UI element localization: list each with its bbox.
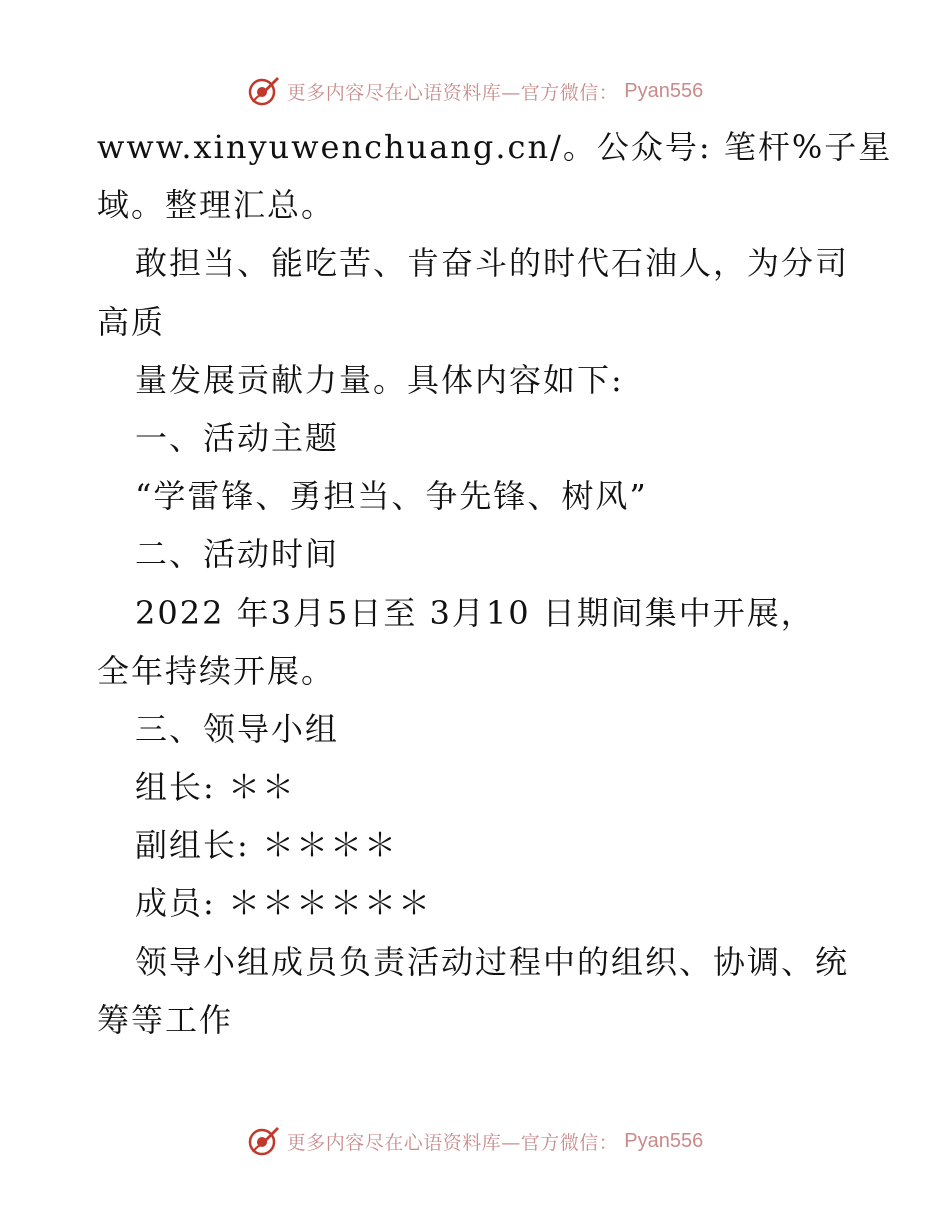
body-line-2: 域。整理汇总。	[97, 186, 336, 225]
body-line-4: 高质	[97, 302, 166, 341]
leader-line: 组长: ＊＊	[135, 768, 296, 807]
activity-theme-text: “学雷锋、勇担当、争先锋、树风”	[135, 477, 648, 516]
body-line-5: 量发展贡献力量。具体内容如下:	[135, 360, 624, 399]
members-line: 成员: ＊＊＊＊＊＊	[135, 884, 432, 923]
activity-time-text: 2022 年3月5日至 3月10 日期间集中开展，	[135, 593, 815, 632]
header-banner	[0, 71, 950, 111]
deputy-leader-line: 副组长: ＊＊＊＊	[135, 826, 398, 865]
body-line-3: 敢担当、能吃苦、肯奋斗的时代石油人，为分司	[135, 244, 850, 283]
responsibility-line-cont: 筹等工作	[97, 1000, 234, 1039]
document-body	[97, 118, 893, 1049]
pen-logo-icon	[247, 1124, 281, 1158]
body-line-1: www.xinyuwenchuang.cn/。公众号: 笔杆%子星	[97, 128, 893, 166]
section-heading-leadership: 三、领导小组	[135, 709, 340, 748]
header-banner-text: 更多内容尽在心语资料库—官方微信：	[286, 81, 619, 104]
pen-logo-icon	[247, 74, 281, 108]
header-banner-wechat: Pyan556	[624, 79, 704, 102]
header-banner-content[interactable]	[247, 74, 703, 108]
footer-banner	[0, 1121, 950, 1161]
section-heading-theme: 一、活动主题	[135, 418, 340, 457]
section-heading-time: 二、活动时间	[135, 535, 340, 574]
footer-banner-content[interactable]	[247, 1124, 703, 1158]
footer-banner-wechat: Pyan556	[624, 1129, 704, 1152]
responsibility-line: 领导小组成员负责活动过程中的组织、协调、统	[135, 942, 850, 981]
activity-time-text-cont: 全年持续开展。	[97, 651, 336, 690]
footer-banner-text: 更多内容尽在心语资料库—官方微信：	[286, 1131, 619, 1154]
